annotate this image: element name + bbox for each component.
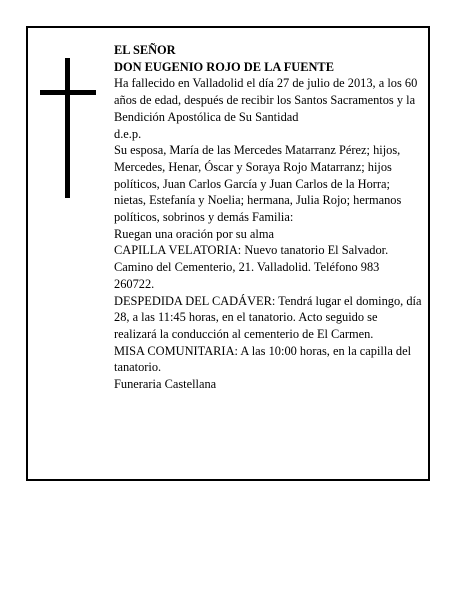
mass-details: A las 10:00 horas, en la capilla del tanatorio. <box>114 343 412 375</box>
family-list: Su esposa, María de las Mercedes Matarranz Pérez; hijos, Mercedes, Henar, Óscar y Soraya Rojo Matarranz; hijos políticos, Juan Carlos García y Juan Carlos de la Horra; nietas, Estefanía y Noelia; hermana, Julia Rojo; hermanos políticos, sobrinos y demás Familia: <box>114 143 402 225</box>
mass-info <box>114 343 422 376</box>
rip-abbreviation: d.e.p. <box>114 126 142 141</box>
deceased-name: DON EUGENIO ROJO DE LA FUENTE <box>114 59 334 74</box>
farewell-label: DESPEDIDA DEL CADÁVER: <box>114 293 276 308</box>
farewell-details: Tendrá lugar el domingo, día 28, a las 11:45 horas, en el tanatorio. Acto seguido se realizará la conducción al cementerio de El Carmen. <box>114 293 422 341</box>
chapel-details: Nuevo tanatorio El Salvador. Camino del Cementerio, 21. Valladolid. Teléfono 983 260722. <box>114 243 389 291</box>
chapel-label: CAPILLA VELATORIA: <box>114 243 242 258</box>
funeral-home: Funeraria Castellana <box>114 377 217 392</box>
notice-text <box>114 42 422 393</box>
farewell-info <box>114 293 422 343</box>
chapel-info <box>114 242 422 292</box>
mass-label: MISA COMUNITARIA: <box>114 343 238 358</box>
cross-vertical-bar <box>65 58 70 198</box>
cross-icon <box>40 58 96 198</box>
obituary-notice <box>26 26 430 481</box>
heading-title: EL SEÑOR <box>114 43 176 57</box>
death-statement: Ha fallecido en Valladolid el día 27 de julio de 2013, a los 60 años de edad, después de recibir los Santos Sacramentos y la Bendición Apostólica de Su Santidad <box>114 76 418 124</box>
cross-horizontal-bar <box>40 90 96 95</box>
prayer-request: Ruegan una oración por su alma <box>114 226 274 241</box>
